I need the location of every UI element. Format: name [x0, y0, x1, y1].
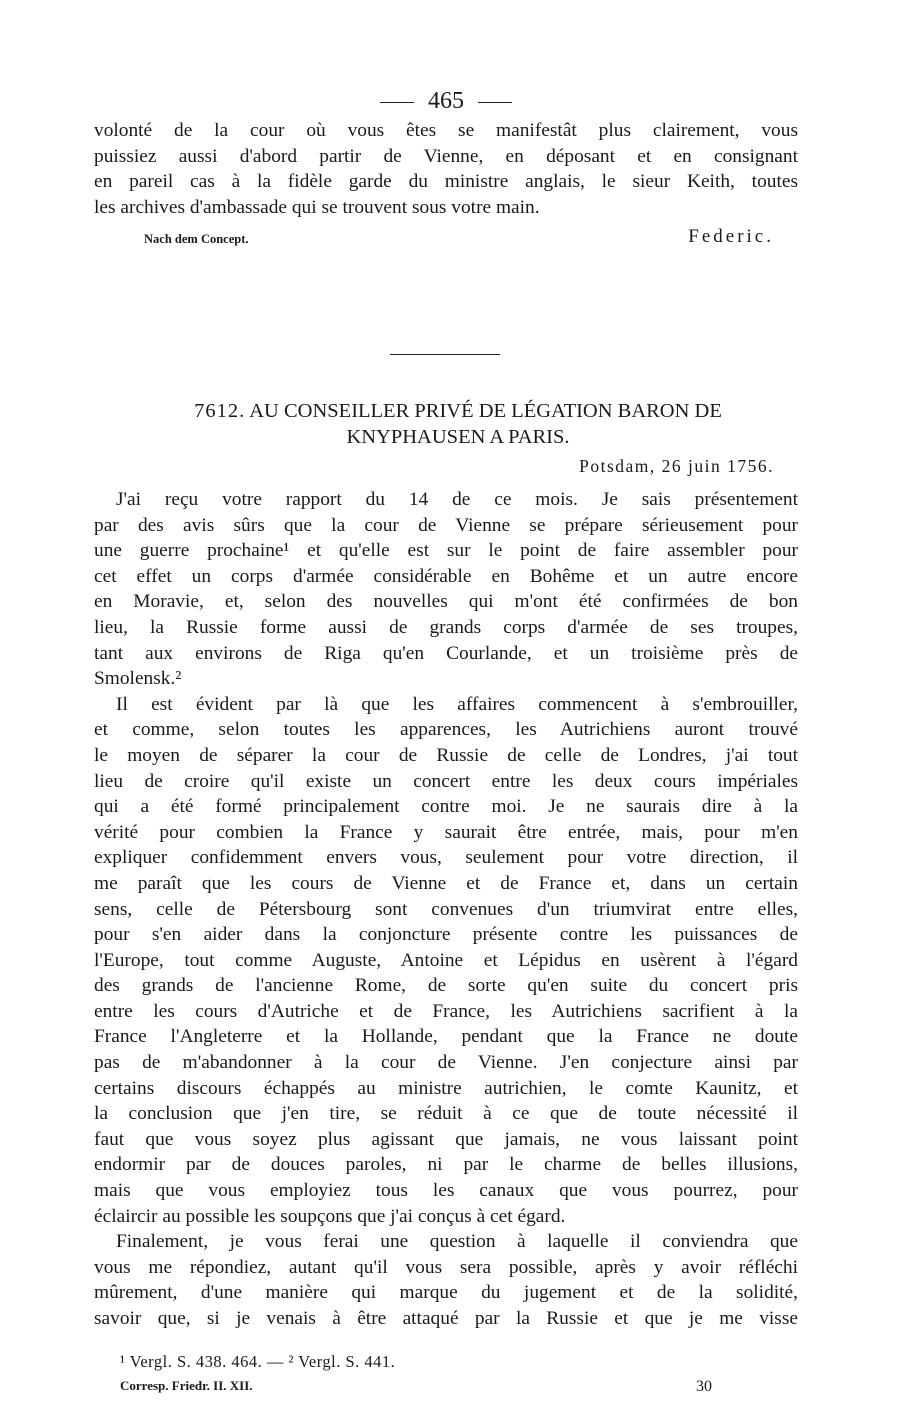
section-divider	[390, 354, 500, 355]
text-line: en pareil cas à la fidèle garde du ministre anglais, le sieur Keith, toutes	[94, 171, 798, 193]
text-line: expliquer confidemment envers vous, seulement pour votre direction, il	[94, 847, 798, 869]
text-line: mais que vous employiez tous les canaux que vous pourrez, pour	[94, 1180, 798, 1202]
text-line: savoir que, si je venais à être attaqué par la Russie et que je me visse	[94, 1308, 798, 1329]
text-line: des grands de l'ancienne Rome, de sorte qu'en suite du concert pris	[94, 975, 798, 997]
text-line: par des avis sûrs que la cour de Vienne se prépare sérieusement pour	[94, 514, 798, 536]
text-line: J'ai reçu votre rapport du 14 de ce mois. Je sais présentement	[116, 489, 798, 510]
page	[94, 84, 798, 1395]
text-line: faut que vous soyez plus agissant que jamais, ne vous laissant point	[94, 1128, 798, 1150]
letter-heading	[116, 398, 800, 450]
text-line: lieu, la Russie forme aussi de grands corps d'armée de ses troupes,	[94, 616, 798, 638]
paragraph-2	[94, 692, 798, 1229]
text-line: tant aux environs de Riga qu'en Courlande, et un troisième près de	[94, 642, 798, 664]
text-line: lieu de croire qu'il existe un concert entre les deux cours impériales	[94, 770, 798, 792]
text-line: Il est évident par là que les affaires commencent à s'embrouiller,	[116, 693, 798, 715]
text-line: volonté de la cour où vous êtes se manifestât plus clairement, vous	[94, 120, 798, 141]
text-line: puissiez aussi d'abord partir de Vienne, en déposant et en consignant	[94, 145, 798, 167]
heading-line-2: KNYPHAUSEN A PARIS.	[346, 426, 570, 448]
text-line: pas de m'abandonner à la cour de Vienne. J'en conjecture ainsi par	[94, 1052, 798, 1074]
text-line: cet effet un corps d'armée considérable en Bohême et un autre encore	[94, 565, 798, 587]
text-line: me paraît que les cours de Vienne et de France et, dans un certain	[94, 872, 798, 894]
letter-body	[94, 487, 798, 1332]
text-line: sens, celle de Pétersbourg sont convenues d'un triumvirat entre elles,	[94, 898, 798, 920]
source-row	[120, 1378, 780, 1402]
heading-line-1: AU CONSEILLER PRIVÉ DE LÉGATION BARON DE	[249, 400, 722, 422]
text-line: en Moravie, et, selon des nouvelles qui m'ont été confirmées de bon	[94, 591, 798, 613]
text-line: vérité pour combien la France y saurait être entrée, mais, pour m'en	[94, 821, 798, 843]
text-line: entre les cours d'Autriche et de France, les Autrichiens sacrifient à la	[94, 1000, 798, 1022]
text-line: certains discours échappés au ministre autrichien, le comte Kaunitz, et	[94, 1077, 798, 1099]
header-dash-right	[478, 102, 512, 103]
concept-note: Nach dem Concept.	[144, 232, 249, 247]
signature-row	[94, 224, 798, 256]
text-line: vous me répondiez, autant qu'il vous sera possible, après y avoir réfléchi	[94, 1256, 798, 1278]
page-header	[94, 84, 798, 118]
text-line: Finalement, je vous ferai une question à laquelle il conviendra que	[116, 1231, 798, 1253]
source-citation: Corresp. Friedr. II. XII.	[120, 1378, 253, 1393]
signature: Federic.	[688, 226, 774, 248]
text-line: la conclusion que j'en tire, se réduit à ce que de toute nécessité il	[94, 1103, 798, 1125]
dateline: Potsdam, 26 juin 1756.	[579, 456, 774, 476]
text-line: pour s'en aider dans la conjoncture présente contre les puissances de	[94, 924, 798, 946]
sheet-signature: 30	[696, 1378, 712, 1395]
text-line: et comme, selon toutes les apparences, les Autrichiens auront trouvé	[94, 719, 798, 741]
text-line: l'Europe, tout comme Auguste, Antoine et Lépidus en usèrent à l'égard	[94, 949, 798, 971]
text-line: qui a été formé principalement contre moi. Je ne saurais dire à la	[94, 796, 798, 818]
text-line: Smolensk.²	[94, 668, 182, 690]
text-line: endormir par de douces paroles, ni par le charme de belles illusions,	[94, 1154, 798, 1176]
header-dash-left	[380, 102, 414, 103]
text-line: éclaircir au possible les soupçons que j'ai conçus à cet égard.	[94, 1205, 566, 1227]
page-number: 465	[428, 88, 464, 114]
footnotes	[120, 1352, 780, 1402]
text-line: une guerre prochaine¹ et qu'elle est sur le point de faire assembler pour	[94, 540, 798, 562]
footnote-text: ¹ Vergl. S. 438. 464. — ² Vergl. S. 441.	[120, 1352, 396, 1371]
text-line: France l'Angleterre et la Hollande, pendant que la France ne doute	[94, 1026, 798, 1048]
top-paragraph	[94, 118, 798, 220]
letter-number: 7612.	[194, 400, 246, 422]
text-line: le moyen de séparer la cour de Russie de celle de Londres, j'ai tout	[94, 744, 798, 766]
paragraph-3	[94, 1229, 798, 1331]
text-line: les archives d'ambassade qui se trouvent sous votre main.	[94, 196, 540, 218]
text-line: mûrement, d'une manière qui marque du jugement et de la solidité,	[94, 1282, 798, 1304]
paragraph-1	[94, 487, 798, 692]
